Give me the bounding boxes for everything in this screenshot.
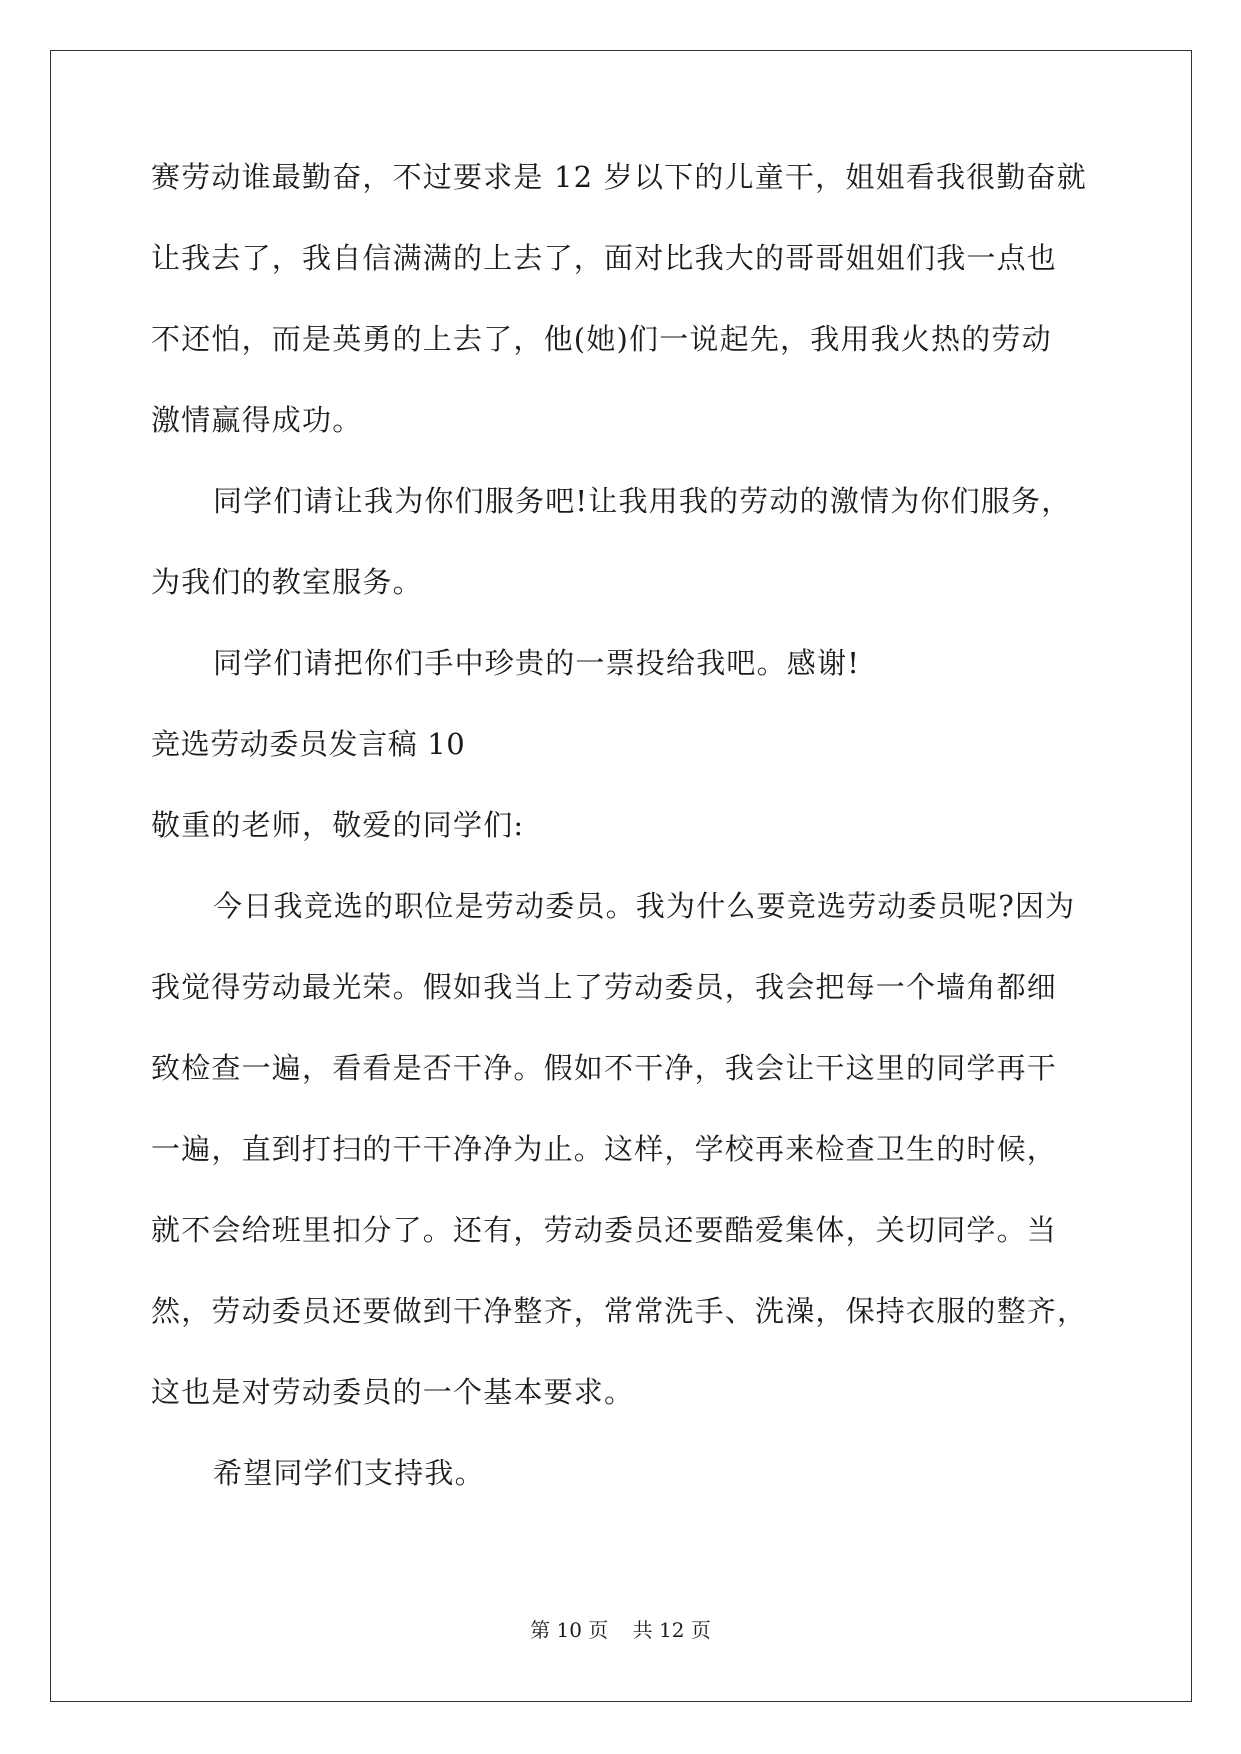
text-line: 激情赢得成功。 [151,403,363,437]
text-line: 致检查一遍，看看是否干净。假如不干净，我会让干这里的同学再干 [151,1051,1058,1085]
text-line: 同学们请把你们手中珍贵的一票投给我吧。感谢! [213,646,861,680]
text-line: 让我去了，我自信满满的上去了，面对比我大的哥哥姐姐们我一点也 [151,241,1058,275]
text-line: 这也是对劳动委员的一个基本要求。 [151,1375,635,1409]
total-pages-label: 共 12 页 [632,1618,711,1642]
text-line: 敬重的老师，敬爱的同学们: [151,808,525,842]
current-page-label: 第 10 页 [530,1618,609,1642]
text-line: 同学们请让我为你们服务吧!让我用我的劳动的激情为你们服务， [213,484,1072,518]
document-body [151,160,1091,1540]
text-line: 一遍，直到打扫的干干净净为止。这样，学校再来检查卫生的时候， [151,1132,1058,1166]
text-line: 就不会给班里扣分了。还有，劳动委员还要酷爱集体，关切同学。当 [151,1213,1058,1247]
text-line: 然，劳动委员还要做到干净整齐，常常洗手、洗澡，保持衣服的整齐， [151,1294,1088,1328]
section-heading: 竞选劳动委员发言稿 10 [151,727,466,761]
text-line: 我觉得劳动最光荣。假如我当上了劳动委员，我会把每一个墙角都细 [151,970,1058,1004]
text-line: 今日我竞选的职位是劳动委员。我为什么要竞选劳动委员呢?因为 [213,889,1076,923]
text-line: 赛劳动谁最勤奋，不过要求是 12 岁以下的儿童干，姐姐看我很勤奋就 [151,160,1087,194]
text-line: 不还怕，而是英勇的上去了，他(她)们一说起先，我用我火热的劳动 [151,322,1052,356]
text-line: 为我们的教室服务。 [151,565,423,599]
page-footer [0,1618,1241,1642]
text-line: 希望同学们支持我。 [213,1456,485,1490]
